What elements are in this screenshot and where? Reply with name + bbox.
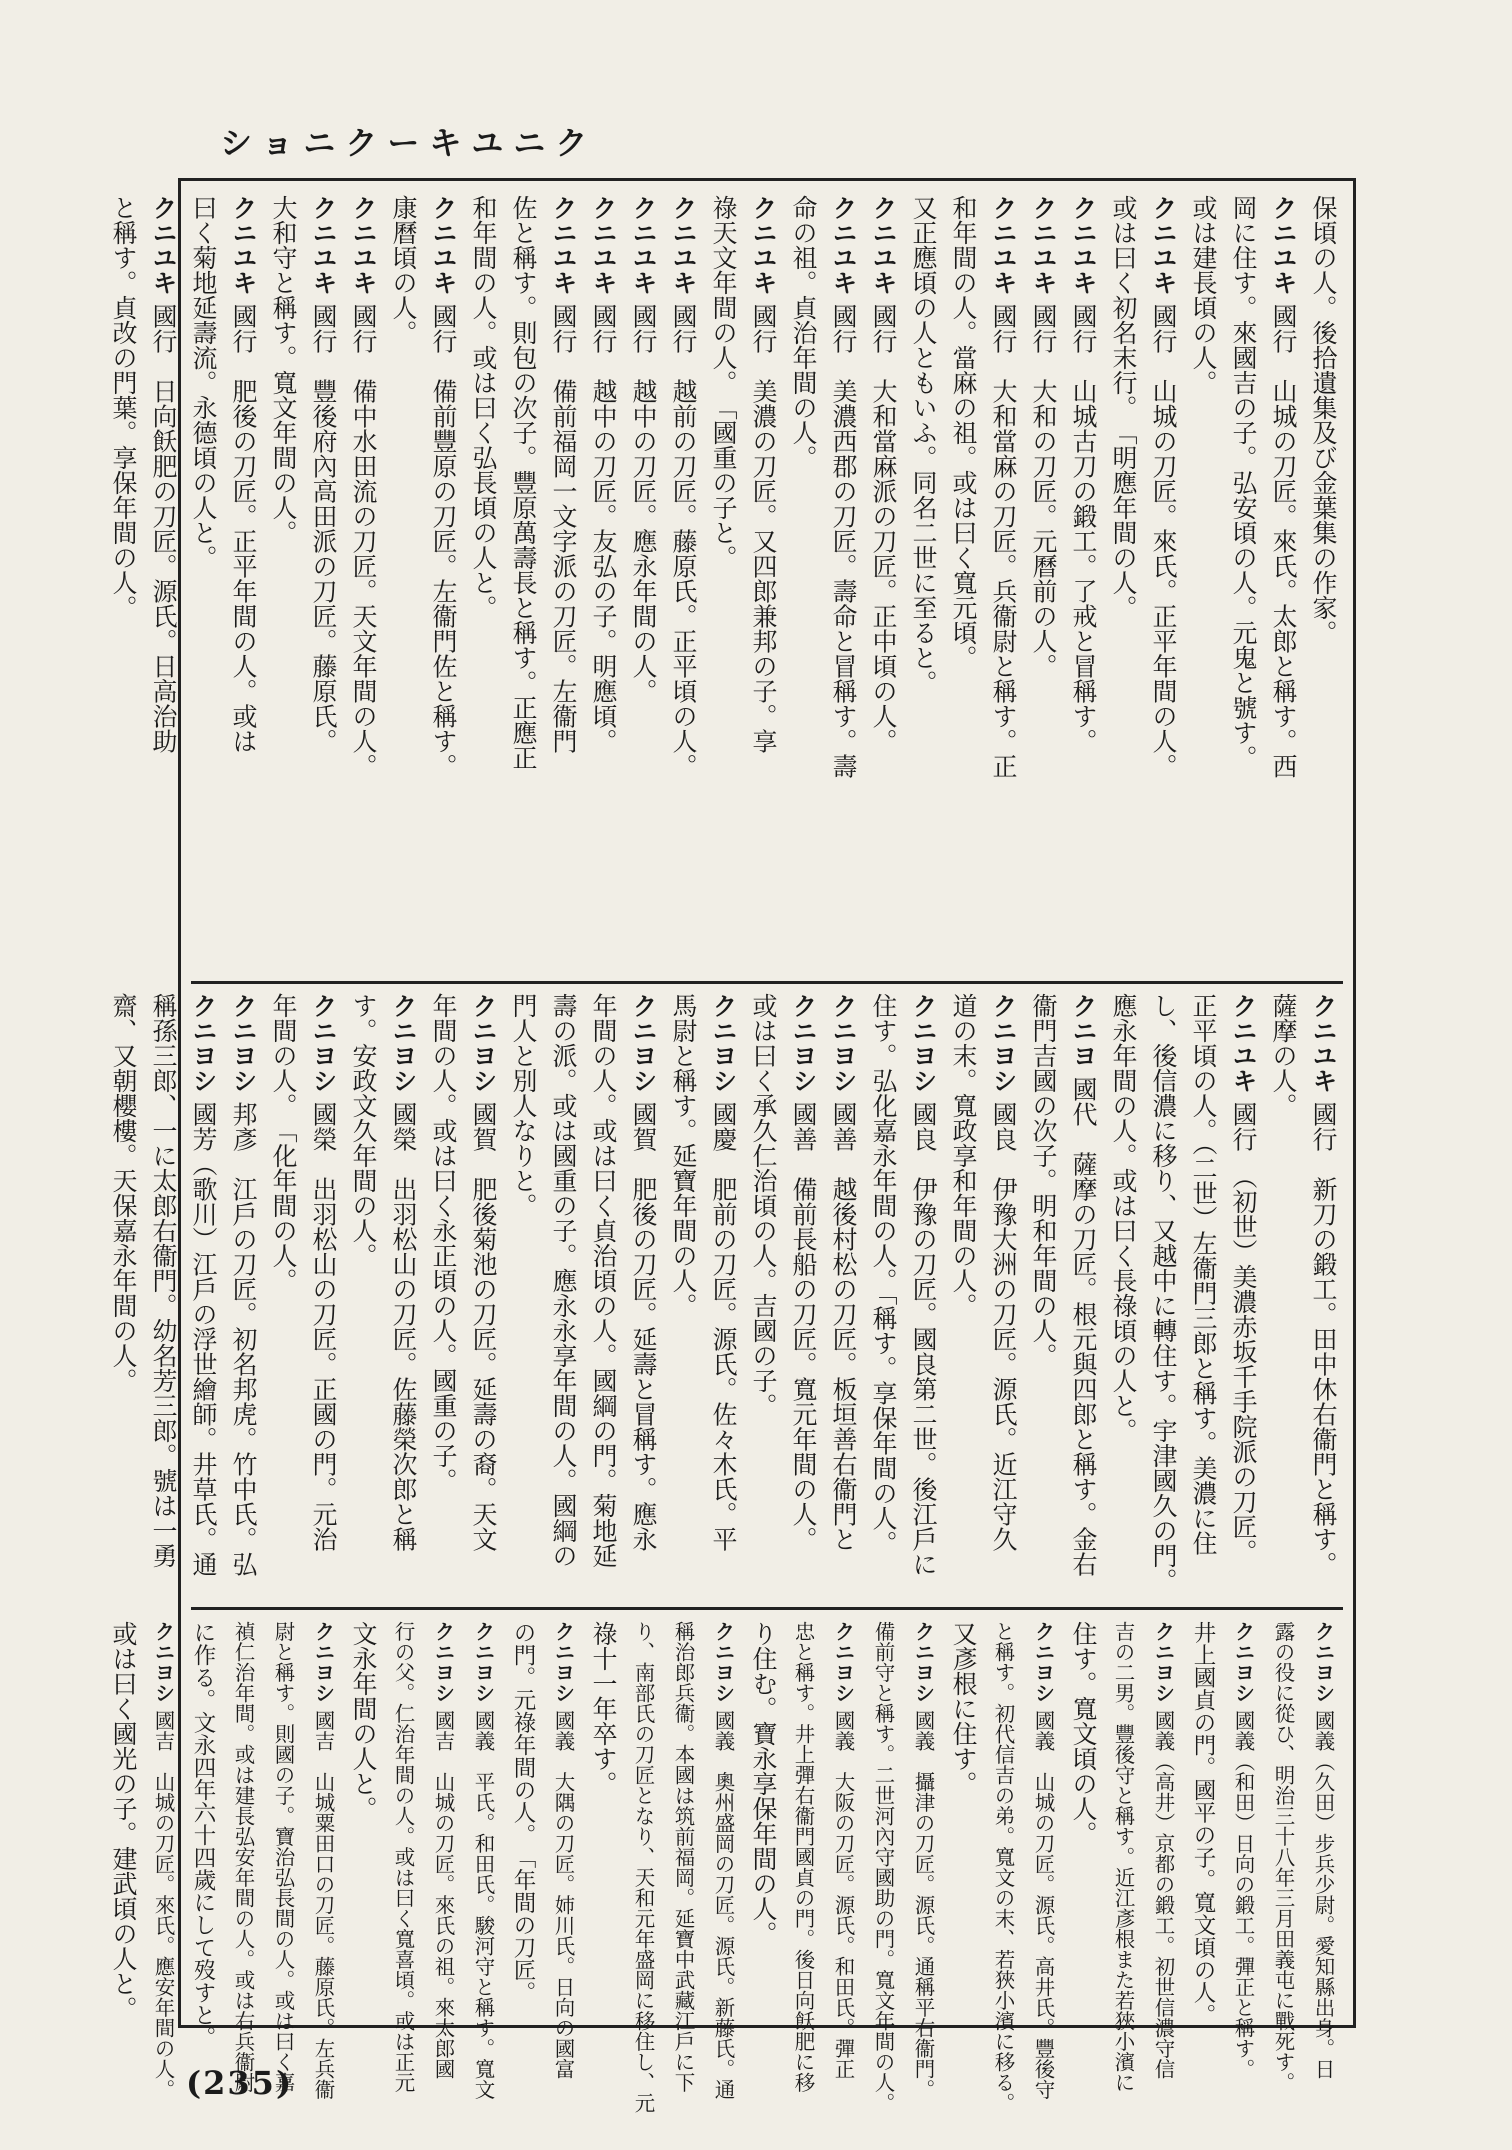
entry-text: 國行 山城古刀の鍛工。了戒と冒稱す。 — [1069, 303, 1098, 754]
entry-line — [863, 195, 903, 976]
entry-reading: クニヨシ — [911, 1621, 935, 1711]
entry-continuation-line — [103, 993, 143, 1601]
entry-text: 國行 備中水田流の刀匠。天文年間の人。 — [349, 303, 378, 779]
entry-continuation-line — [543, 993, 583, 1601]
entry-reading: クニユキ — [589, 195, 618, 304]
entry-continuation-line — [383, 1621, 423, 2093]
entry-reading: クニユキ — [349, 195, 378, 304]
entry-reading: クニヨシ — [709, 993, 738, 1102]
entry-continuation-line — [943, 195, 983, 976]
entry-reading: クニユキ — [149, 195, 178, 304]
entry-text: 馬尉と稱す。延寶年間の人。 — [669, 993, 698, 1318]
entry-reading: クニヨシ — [789, 993, 818, 1102]
entry-continuation-line — [663, 993, 703, 1601]
entry-line — [543, 195, 583, 976]
entry-reading: クニユキ — [309, 195, 338, 304]
entry-text: 國榮 出羽松山の刀匠。正國の門。元治 — [309, 1101, 338, 1552]
entry-line — [143, 1621, 183, 2100]
entry-text: 國行 越中の刀匠。友弘の子。明應頃。 — [589, 303, 618, 754]
entry-line — [183, 993, 223, 1601]
entry-text: 住す。寬文頃の人。 — [1069, 1621, 1098, 1846]
entry-text: 文永年間の人と。 — [349, 1621, 378, 1821]
entry-text: 道の末。寬政享和年間の人。 — [949, 993, 978, 1318]
entry-text: 國行 肥後の刀匠。正平年間の人。或は — [229, 303, 258, 754]
entry-text: 國行 山城の刀匠。來氏。太郎と稱す。西 — [1269, 303, 1298, 779]
entry-text: 國義 大阪の刀匠。源氏。和田氏。彈正 — [831, 1710, 855, 2080]
entry-text: 應永年間の人。或は曰く長祿頃の人と。 — [1109, 993, 1138, 1443]
entry-text: 邦彥 江戶の刀匠。初名邦虎。竹中氏。弘 — [229, 1101, 258, 1577]
entry-continuation-line — [1223, 195, 1263, 976]
entry-text: 保頃の人。後拾遺集及び金葉集の作家。 — [1309, 195, 1338, 645]
entry-line — [823, 1621, 863, 2080]
entry-continuation-line — [863, 993, 903, 1601]
entry-text: 或は曰く國光の子。建武頃の人と。 — [109, 1621, 138, 2021]
entry-text: 正平頃の人。（二世）左衞門三郎と稱す。美濃に住 — [1189, 993, 1218, 1556]
entry-line — [383, 993, 423, 1601]
entry-line — [1143, 1621, 1183, 2080]
entry-line — [1063, 195, 1103, 976]
entry-line — [543, 1621, 583, 2080]
entry-continuation-line — [1263, 993, 1303, 1601]
entry-reading: クニヨシ — [229, 993, 258, 1102]
entry-reading: クニユキ — [669, 195, 698, 304]
entry-line — [903, 1621, 943, 2100]
entry-continuation-line — [783, 195, 823, 976]
entry-text: 和年間の人。當麻の祖。或は曰く寬元頃。 — [949, 195, 978, 670]
entry-text: り、南部氏の刀匠となり、天和元年盛岡に移住し、元 — [631, 1621, 655, 2113]
entry-reading: クニヨシ — [909, 993, 938, 1102]
entry-text: 稱孫三郎、一に太郎右衞門。幼名芳三郎。號は一勇 — [149, 993, 178, 1568]
entry-line — [1303, 993, 1343, 1601]
entry-text: 國賀 肥後の刀匠。延壽と冒稱す。應永 — [629, 1101, 658, 1552]
entry-text: 又彥根に住す。 — [949, 1621, 978, 1796]
entry-text: 齋、又朝櫻樓。天保嘉永年間の人。 — [109, 993, 138, 1393]
entry-text: と稱す。初代信吉の弟。寬文の末、若狹小濱に移る。 — [991, 1621, 1015, 2113]
entry-continuation-line — [1303, 195, 1343, 976]
entry-continuation-line — [103, 195, 143, 976]
entry-reading: クニヨシ — [1031, 1621, 1055, 1711]
entry-text: 忠と稱す。井上彈右衞門國貞の門。後日向飫肥に移 — [791, 1621, 815, 2093]
entry-text: 壽の派。或は國重の子。應永永享年間の人。國綱の — [549, 993, 578, 1568]
entry-text: 或は曰く初名末行。 「明應年間の人。 — [1109, 195, 1138, 620]
entry-text: 禎仁治年間。或は建長弘安年間の人。或は右兵衞尉 — [231, 1621, 255, 2093]
entry-text: 和年間の人。或は曰く弘長頃の人と。 — [469, 195, 498, 620]
entry-continuation-line — [583, 993, 623, 1601]
entry-continuation-line — [263, 993, 303, 1601]
entry-line — [703, 1621, 743, 2100]
entry-text: 國行 日向飫肥の刀匠。源氏。日高治助 — [149, 303, 178, 754]
entry-continuation-line — [1023, 993, 1063, 1601]
page-number: (235) — [186, 2064, 294, 2102]
entry-continuation-line — [943, 993, 983, 1601]
entry-reading: クニヨシ — [1151, 1621, 1175, 1711]
entry-continuation-line — [103, 1621, 143, 2021]
entry-text: 國善 越後村松の刀匠。板垣善右衞門と — [829, 1101, 858, 1552]
entry-line — [1023, 1621, 1063, 2100]
entry-continuation-line — [903, 195, 943, 976]
entry-line — [223, 993, 263, 1601]
entry-line — [1063, 993, 1103, 1601]
entry-continuation-line — [463, 195, 503, 976]
entry-reading: クニユキ — [1069, 195, 1098, 304]
entry-text: 國義 山城の刀匠。源氏。高井氏。豐後守 — [1031, 1710, 1055, 2100]
entry-text: 命の祖。貞治年間の人。 — [789, 195, 818, 470]
entry-text: に作る。文永四年六十四歲にして歿すと。 — [190, 1621, 216, 2049]
entry-continuation-line — [1183, 993, 1223, 1601]
entry-line — [143, 195, 183, 976]
entry-text: 尉と稱す。則國の子。寶治弘長間の人。或は曰く嘉 — [271, 1621, 295, 2093]
entry-reading: クニヨシ — [989, 993, 1018, 1102]
entry-text: 岡に住す。來國吉の子。弘安頃の人。元鬼と號す。 — [1229, 195, 1258, 770]
entry-reading: クニヨシ — [311, 1621, 335, 1711]
entry-continuation-line — [703, 195, 743, 976]
entry-text: 國良 伊豫の刀匠。國良第二世。後江戶に — [909, 1101, 938, 1577]
entry-text: 康曆頃の人。 — [389, 195, 418, 345]
entry-text: 備前守と稱す。二世河內守國助の門。寬文年間の人。 — [871, 1621, 895, 2113]
entry-reading: クニユキ — [1309, 993, 1338, 1102]
entry-line — [823, 195, 863, 976]
entry-continuation-line — [1103, 993, 1143, 1601]
entry-line — [303, 195, 343, 976]
entry-continuation-line — [783, 1621, 823, 2093]
entry-continuation-line — [983, 1621, 1023, 2113]
entry-line — [423, 1621, 463, 2080]
entry-text: と稱す。貞改の門葉。享保年間の人。 — [109, 195, 138, 620]
entry-continuation-line — [343, 1621, 383, 2018]
entry-text: 國吉 山城の刀匠。來氏の祖。來太郎國 — [431, 1710, 455, 2080]
entry-line — [743, 195, 783, 976]
entry-line — [1023, 195, 1063, 976]
entry-text: 國行 備前福岡一文字派の刀匠。左衞門 — [549, 303, 578, 754]
entry-reading: クニユキ — [629, 195, 658, 304]
entry-text: 國行 美濃の刀匠。又四郎兼邦の子。享 — [749, 303, 778, 754]
entry-line — [303, 1621, 343, 2100]
entry-reading: クニユキ — [1229, 993, 1258, 1102]
entry-line — [1143, 195, 1183, 976]
entry-continuation-line — [1143, 993, 1183, 1601]
entry-text: 薩摩の人。 — [1269, 993, 1298, 1118]
entry-continuation-line — [623, 1621, 663, 2113]
entry-line — [983, 993, 1023, 1601]
entry-line — [983, 195, 1023, 976]
entry-text: 年間の人。 「化年間の人。 — [269, 993, 298, 1293]
entry-reading: クニユキ — [989, 195, 1018, 304]
entry-line — [423, 195, 463, 976]
entry-reading: クニユキ — [869, 195, 898, 304]
entry-continuation-line — [1063, 1621, 1103, 2018]
entry-text: し、後信濃に移り、又越中に轉住す。宇津國久の門。 — [1149, 993, 1178, 1593]
entry-continuation-line — [1103, 1621, 1143, 2093]
entry-line — [223, 195, 263, 976]
entry-reading: クニヨシ — [829, 993, 858, 1102]
entry-text: 年間の人。或は曰く永正頃の人。國重の子。 — [429, 993, 458, 1493]
entry-text: 國義 平氏。和田氏。駿河守と稱す。寬文 — [471, 1710, 495, 2100]
entry-text: 國義 大隅の刀匠。姉川氏。日向の國富 — [551, 1710, 575, 2080]
block-divider — [191, 1607, 1343, 1610]
entry-text: 國榮 出羽松山の刀匠。佐藤榮次郎と稱 — [389, 1101, 418, 1552]
entry-continuation-line — [183, 195, 223, 976]
entry-continuation-line — [743, 993, 783, 1601]
entry-continuation-line — [143, 993, 183, 1601]
entry-text: 吉の二男。豐後守と稱す。近江彥根また若狹小濱に — [1111, 1621, 1135, 2093]
entry-continuation-line — [423, 993, 463, 1601]
entry-text: 祿十一年卒す。 — [589, 1621, 618, 1796]
entry-text: 或は建長頃の人。 — [1189, 195, 1218, 395]
entry-reading: クニユキ — [229, 195, 258, 304]
entry-continuation-line — [503, 1621, 543, 2018]
entry-text: 佐と稱す。則包の次子。豐原萬壽長と稱す。正應正 — [509, 195, 538, 770]
entry-text: 住す。弘化嘉永年間の人。「稱す。享保年間の人。 — [869, 993, 898, 1556]
entry-reading: クニユキ — [549, 195, 578, 304]
block-divider — [191, 981, 1343, 984]
entry-text: 曰く菊地延壽流。永德頃の人と。 — [189, 195, 218, 570]
running-header: ショニクーキユニク — [220, 124, 598, 162]
entry-continuation-line — [663, 1621, 703, 2093]
entry-line — [583, 195, 623, 976]
entry-reading: クニヨシ — [711, 1621, 735, 1711]
entry-line — [343, 195, 383, 976]
entry-line — [463, 1621, 503, 2100]
entry-text: 或は曰く承久仁治頃の人。吉國の子。 — [749, 993, 778, 1418]
entry-text: 國行 大和當麻の刀匠。兵衞尉と稱す。正 — [989, 303, 1018, 779]
entry-continuation-line — [943, 1621, 983, 2018]
entry-text: 國行 大和當麻派の刀匠。正中頃の人。 — [869, 303, 898, 754]
entry-reading: クニユキ — [1029, 195, 1058, 304]
entry-text: 國賀 肥後菊池の刀匠。延壽の裔。天文 — [469, 1101, 498, 1552]
entry-text: 衞門吉國の次子。明和年間の人。 — [1029, 993, 1058, 1368]
entry-reading: クニユキ — [1149, 195, 1178, 304]
entry-continuation-line — [1103, 195, 1143, 976]
entry-text: 國義（和田）日向の鍛工。彈正と稱す。 — [1231, 1710, 1255, 2080]
entry-line — [623, 195, 663, 976]
entry-text: 國行 備前豐原の刀匠。左衞門佐と稱す。 — [429, 303, 458, 779]
entry-text: 國芳（歌川）江戶の浮世繪師。井草氏。通 — [189, 1101, 218, 1577]
entry-text: 國代 薩摩の刀匠。根元與四郎と稱す。金右 — [1069, 1076, 1098, 1577]
entry-reading: クニヨシ — [1311, 1621, 1335, 1711]
entry-continuation-line — [503, 195, 543, 976]
entry-text: 國義 奧州盛岡の刀匠。源氏。新藤氏。通 — [711, 1710, 735, 2100]
entry-reading: クニユキ — [749, 195, 778, 304]
entry-reading: クニヨシ — [471, 1621, 495, 1711]
entry-reading: クニユキ — [429, 195, 458, 304]
entry-reading: クニヨシ — [629, 993, 658, 1102]
entry-line — [1303, 1621, 1343, 2080]
entry-text: 國良 伊豫大洲の刀匠。源氏。近江守久 — [989, 1101, 1018, 1552]
entry-reading: クニヨシ — [309, 993, 338, 1102]
entry-line — [663, 195, 703, 976]
entry-text: 國義 攝津の刀匠。源氏。通稱平右衞門。 — [911, 1710, 935, 2100]
entry-line — [463, 993, 503, 1601]
entry-text: り住む。寶永享保年間の人。 — [749, 1621, 778, 1946]
entry-continuation-line — [343, 993, 383, 1601]
entry-text: す。安政文久年間の人。 — [349, 993, 378, 1268]
entry-text: 國行 新刀の鍛工。田中休右衞門と稱す。 — [1309, 1101, 1338, 1577]
entry-text: 井上國貞の門。國平の子。寬文頃の人。 — [1190, 1621, 1216, 2026]
entry-continuation-line — [263, 1621, 303, 2093]
entry-reading: クニヨシ — [431, 1621, 455, 1711]
entry-continuation-line — [183, 1621, 223, 2049]
entry-text: 國慶 肥前の刀匠。源氏。佐々木氏。平 — [709, 1101, 738, 1552]
dictionary-block-middle — [109, 993, 1343, 1601]
entry-text: 國義（高井）京都の鍛工。初世信濃守信 — [1151, 1710, 1175, 2080]
entry-text: 國行 山城の刀匠。來氏。正平年間の人。 — [1149, 303, 1178, 779]
entry-continuation-line — [383, 195, 423, 976]
entry-text: 大和守と稱す。寬文年間の人。 — [269, 195, 298, 545]
entry-text: 門人と別人なりと。 — [509, 993, 538, 1218]
entry-text: 國行 （初世）美濃赤坂千手院派の刀匠。 — [1229, 1101, 1258, 1565]
entry-reading: クニヨシ — [189, 993, 218, 1102]
entry-text: 年間の人。或は曰く貞治頃の人。國綱の門。菊地延 — [589, 993, 618, 1568]
entry-continuation-line — [1263, 1621, 1303, 2093]
entry-text: 又正應頃の人ともいふ。同名二世に至ると。 — [909, 195, 938, 695]
entry-continuation-line — [223, 1621, 263, 2093]
entry-text: 國行 越前の刀匠。藤原氏。正平頃の人。 — [669, 303, 698, 779]
entry-continuation-line — [1183, 1621, 1223, 2026]
entry-reading: クニヨシ — [151, 1621, 175, 1711]
entry-line — [1223, 1621, 1263, 2080]
entry-text: 國善 備前長船の刀匠。寬元年間の人。 — [789, 1101, 818, 1552]
entry-reading: クニヨシ — [389, 993, 418, 1102]
entry-continuation-line — [263, 195, 303, 976]
entry-line — [783, 993, 823, 1601]
entry-continuation-line — [1183, 195, 1223, 976]
entry-continuation-line — [743, 1621, 783, 2018]
entry-line — [623, 993, 663, 1601]
entry-reading: クニユキ — [1269, 195, 1298, 304]
entry-reading: クニヨシ — [551, 1621, 575, 1711]
dictionary-block-top — [109, 195, 1343, 976]
entry-reading: クニヨシ — [469, 993, 498, 1102]
entry-line — [303, 993, 343, 1601]
entry-line — [903, 993, 943, 1601]
entry-continuation-line — [503, 993, 543, 1601]
entry-continuation-line — [583, 1621, 623, 2018]
entry-reading: クニユキ — [829, 195, 858, 304]
entry-line — [823, 993, 863, 1601]
entry-text: 祿天文年間の人。 「國重の子と。 — [709, 195, 738, 570]
entry-reading: クニヨ — [1069, 993, 1098, 1077]
entry-text: 國義（久田）步兵少尉。愛知縣出身。日 — [1311, 1710, 1335, 2080]
entry-text: 國行 越中の刀匠。應永年間の人。 — [629, 303, 658, 704]
entry-text: の門。元祿年間の人。 「年間の刀匠。 — [510, 1621, 536, 2004]
entry-line — [703, 993, 743, 1601]
entry-continuation-line — [863, 1621, 903, 2113]
entry-text: 國吉 山城の刀匠。來氏。應安年間の人。 — [151, 1710, 175, 2100]
entry-line — [1263, 195, 1303, 976]
entry-text: 國吉 山城粟田口の刀匠。藤原氏。左兵衞 — [311, 1710, 335, 2100]
entry-text: 行の父。仁治年間の人。或は曰く寬喜頃。或は正元 — [391, 1621, 415, 2093]
entry-reading: クニヨシ — [831, 1621, 855, 1711]
entry-reading: クニヨシ — [1231, 1621, 1255, 1711]
entry-line — [1223, 993, 1263, 1601]
entry-text: 國行 大和の刀匠。元曆前の人。 — [1029, 303, 1058, 679]
entry-text: 國行 豐後府內高田派の刀匠。藤原氏。 — [309, 303, 338, 754]
entry-text: 稱治郎兵衞。本國は筑前福岡。延寶中武藏江戶に下 — [671, 1621, 695, 2093]
entry-text: 露の役に從ひ、明治三十八年三月田義屯に戰死す。 — [1271, 1621, 1295, 2093]
entry-text: 國行 美濃西郡の刀匠。壽命と冒稱す。壽 — [829, 303, 858, 779]
